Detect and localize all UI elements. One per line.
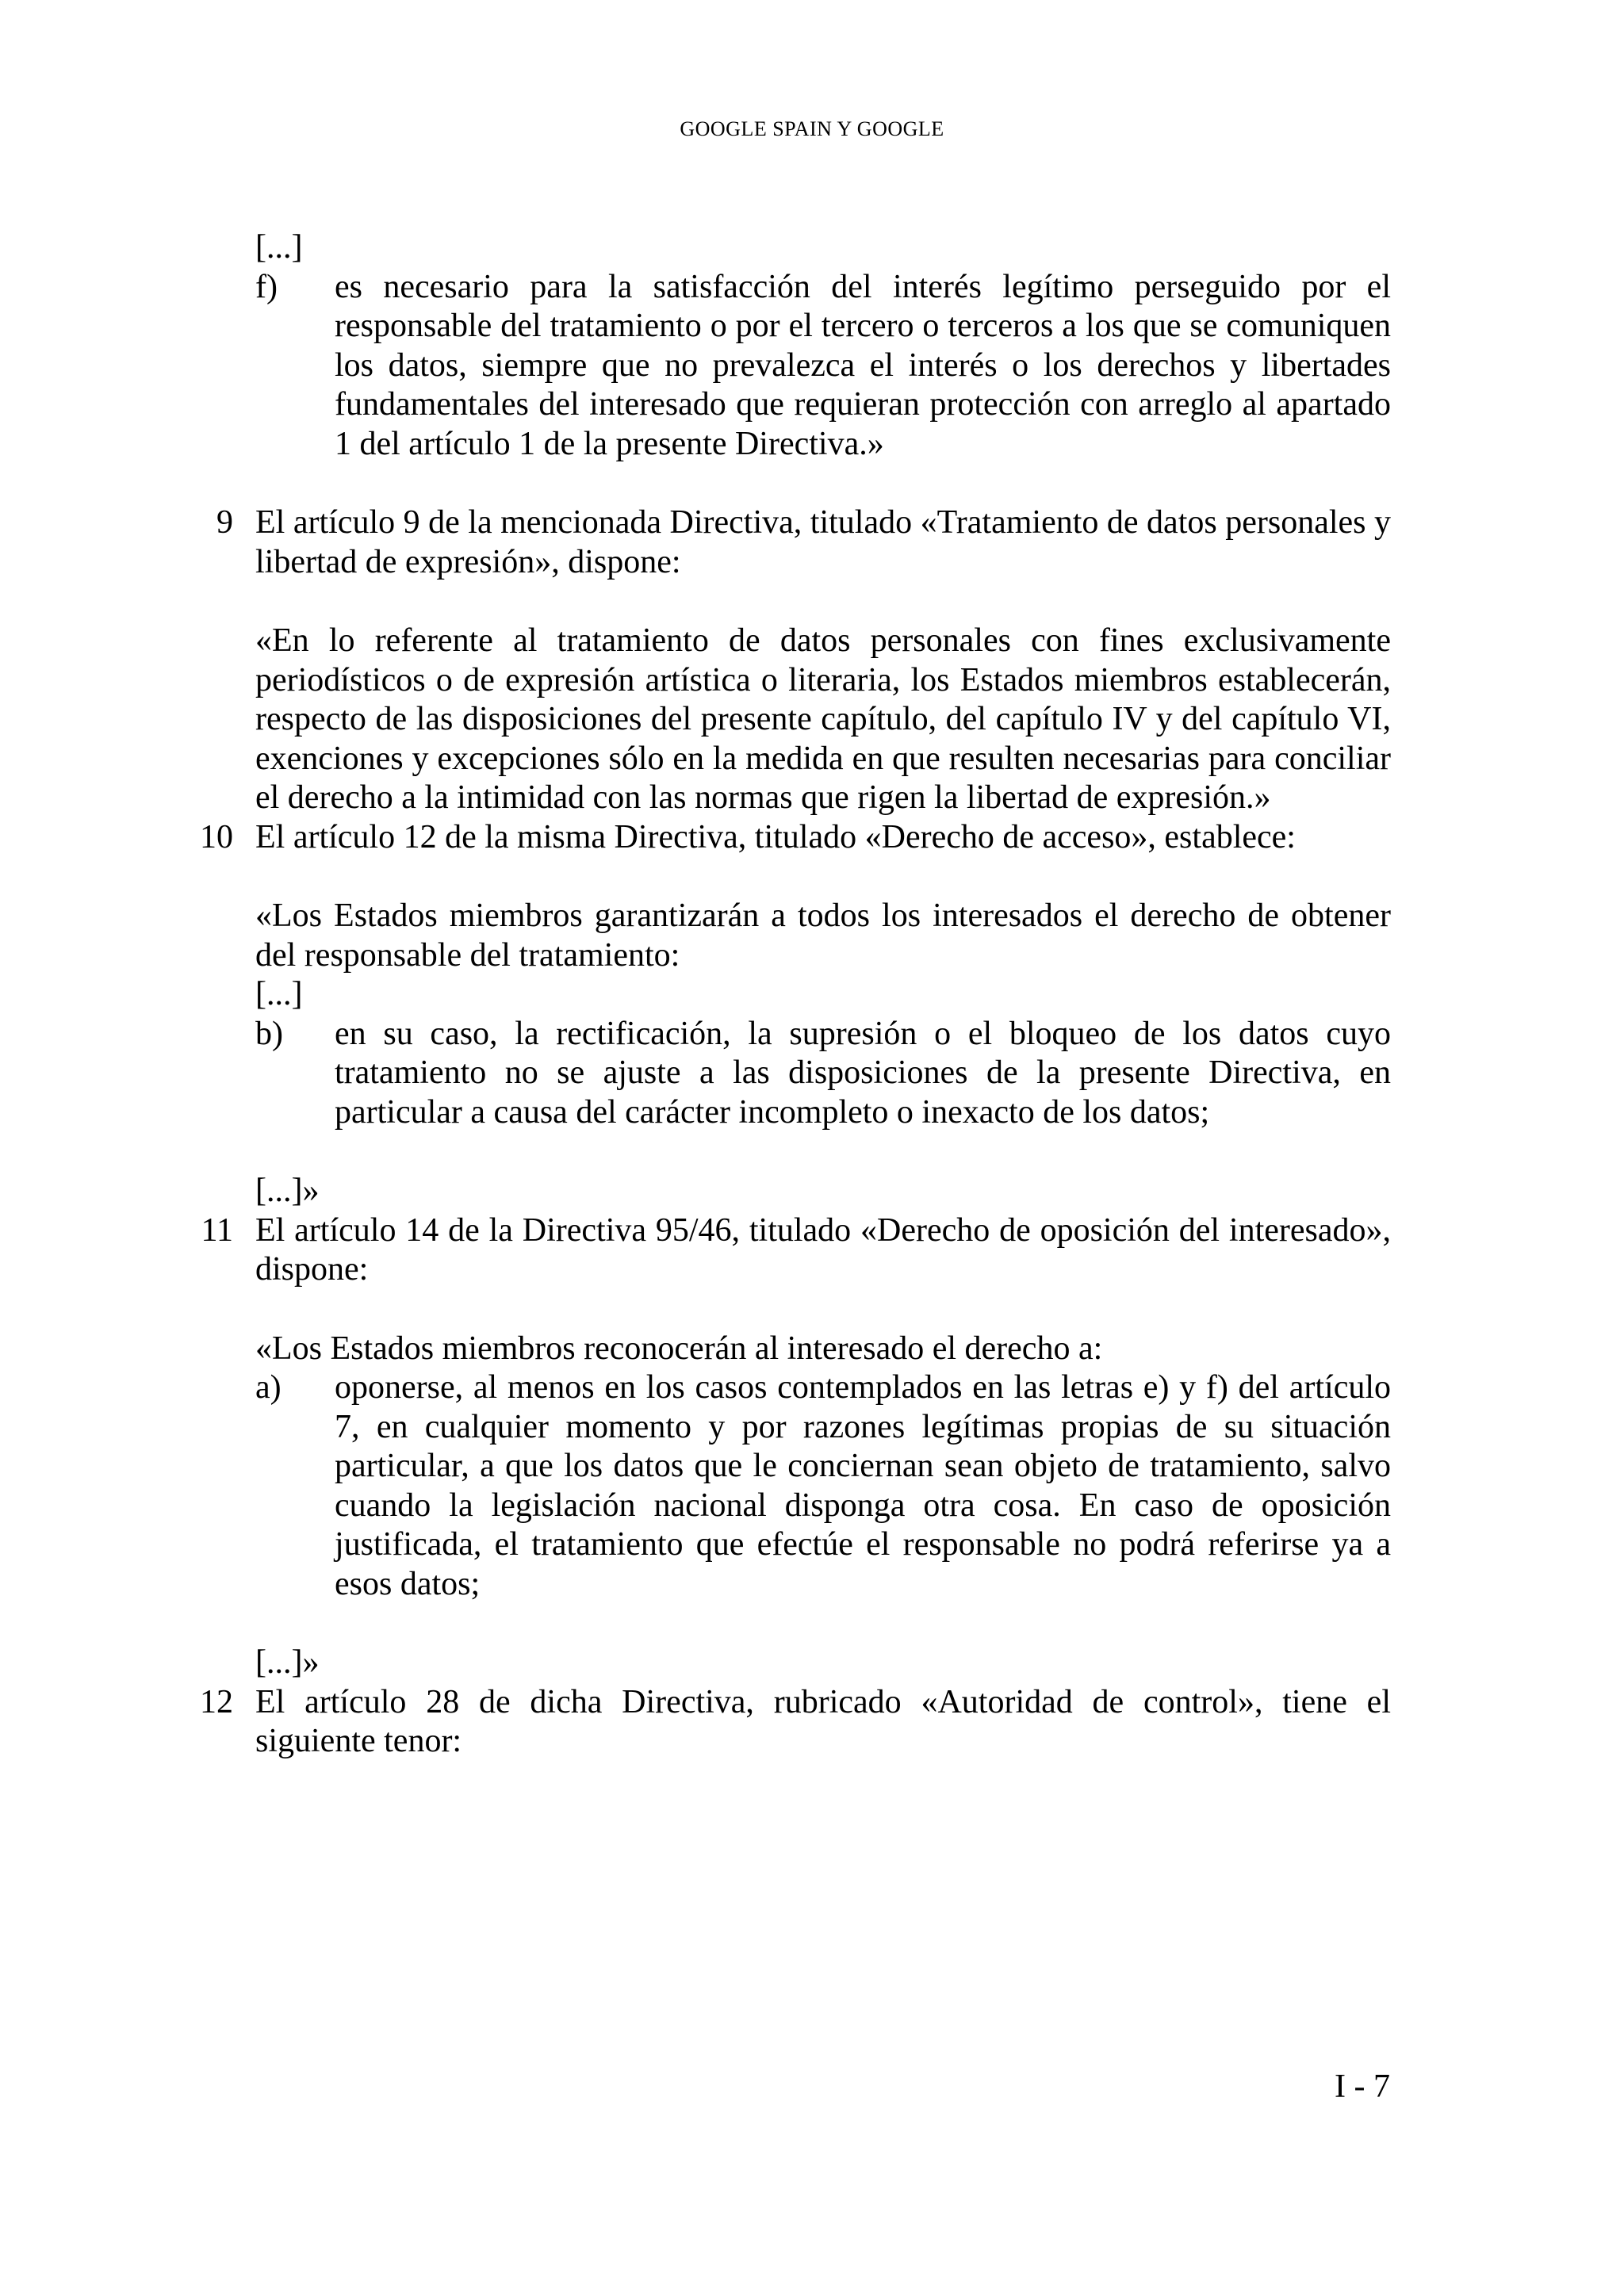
paragraph-number: 9 <box>216 504 233 541</box>
paragraph-10 <box>200 818 1391 858</box>
quotation: «Los Estados miembros reconocerán al interesado el derecho a: <box>255 1330 1103 1367</box>
paragraph-text: El artículo 9 de la mencionada Directiva, titulado «Tratamiento de datos personales y libertad de expresión», dispone: <box>255 504 1391 580</box>
item-letter: a) <box>255 1369 282 1406</box>
item-text: en su caso, la rectificación, la supresión o el bloqueo de los datos cuyo tratamiento no se ajuste a las disposiciones de la presente Directiva, en particular a causa del carácter incompleto o inexacto de los datos; <box>335 1015 1391 1131</box>
paragraph-text: El artículo 28 de dicha Directiva, rubricado «Autoridad de control», tiene el siguiente tenor: <box>255 1683 1391 1759</box>
ellipsis-closing: [...]» <box>255 1644 320 1681</box>
item-letter: b) <box>255 1015 283 1052</box>
list-item-f <box>255 268 1391 465</box>
paragraph-text: El artículo 14 de la Directiva 95/46, titulado «Derecho de oposición del interesado», dispone: <box>255 1211 1391 1288</box>
quotation: «Los Estados miembros garantizarán a todos los interesados el derecho de obtener del responsable del tratamiento: <box>255 897 1391 974</box>
item-letter: f) <box>255 268 278 305</box>
paragraph-number: 11 <box>201 1211 233 1249</box>
document-body <box>200 228 1391 1801</box>
ellipsis: [...] <box>255 976 303 1012</box>
paragraph-11 <box>201 1211 1391 1290</box>
paragraph-number: 12 <box>200 1683 233 1720</box>
page-number: I - 7 <box>1335 2068 1390 2105</box>
paragraph-9 <box>216 503 1391 582</box>
list-item-a <box>255 1368 1391 1604</box>
quotation: «En lo referente al tratamiento de datos personales con fines exclusivamente periodísticos o de expresión artística o literaria, los Estados miembros establecerán, respecto de las disposiciones del presente capítulo, del capítulo IV y del capítulo VI, exenciones y excepciones sólo en la medida en que resulten necesarias para conciliar el derecho a la intimidad con las normas que rigen la libertad de expresión.» <box>255 622 1391 816</box>
paragraph-number: 10 <box>200 818 233 855</box>
ellipsis: [...] <box>255 229 303 266</box>
paragraph-text: El artículo 12 de la misma Directiva, titulado «Derecho de acceso», establece: <box>255 818 1296 855</box>
running-header: GOOGLE SPAIN Y GOOGLE <box>680 117 944 140</box>
ellipsis-closing: [...]» <box>255 1173 320 1209</box>
item-text: oponerse, al menos en los casos contemplados en las letras e) y f) del artículo 7, en cualquier momento y por razones legítimas propias de su situación particular, a que los datos que le conciernan sean objeto de tratamiento, salvo cuando la legislación nacional disponga otra cosa. En caso de oposición justificada, el tratamiento que efectúe el responsable no podrá referirse ya a esos datos; <box>335 1369 1391 1602</box>
paragraph-12 <box>200 1683 1391 1762</box>
list-item-b <box>255 1015 1391 1133</box>
item-text: es necesario para la satisfacción del interés legítimo perseguido por el responsable del tratamiento o por el tercero o terceros a los que se comuniquen los datos, siempre que no prevalezca el interés o los derechos y libertades fundamentales del interesado que requieran protección con arreglo al apartado 1 del artículo 1 de la presente Directiva.» <box>335 268 1391 462</box>
